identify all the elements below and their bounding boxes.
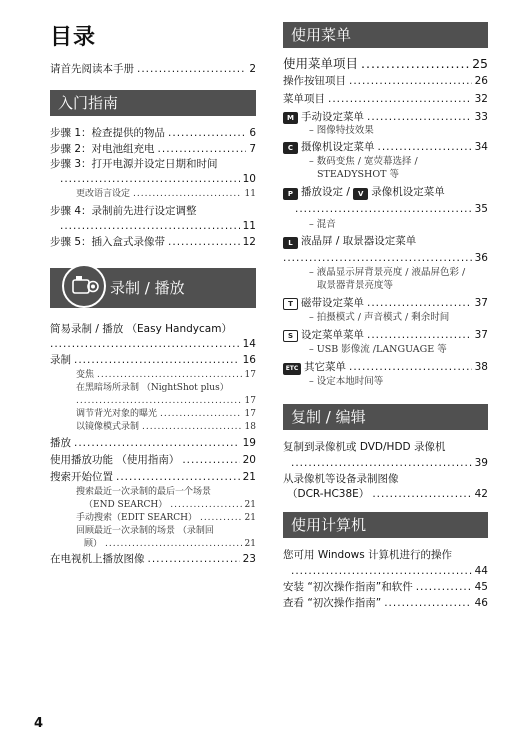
toc-entry-camera-settings[interactable]: C 摄像机设定菜单 ..... 34	[283, 140, 488, 154]
toc-subentry[interactable]: 调节背光对象的曝光 ..... 17	[76, 408, 256, 420]
toc-entry-page: ..... 44	[291, 564, 488, 578]
toc-entry[interactable]: 使用菜单项目 ..... 25	[283, 56, 488, 72]
toc-entry[interactable]: 复制到录像机或 DVD/HDD 录像机	[283, 441, 446, 453]
toc-subentry[interactable]: 更改语言设定 ..... 11	[76, 188, 256, 200]
toc-entry[interactable]: 操作按钮项目 ..... 26	[283, 74, 488, 88]
toc-subentry-desc: – 数码变焦 / 宽荧幕选择 /	[309, 156, 418, 167]
toc-entry[interactable]: 安装 “初次操作指南”和软件 ..... 45	[283, 580, 488, 594]
etc-menu-icon: ETC	[283, 363, 301, 375]
toc-subentry[interactable]: 在黑暗场所录制 （NightShot plus）	[76, 383, 229, 393]
toc-entry-playback-vcr-settings[interactable]: P 播放设定 / V 录像机设定菜单	[283, 185, 445, 200]
toc-entry-page: ..... 35	[295, 202, 488, 216]
manual-settings-icon: M	[283, 112, 298, 124]
toc-entry[interactable]: 您可用 Windows 计算机进行的操作	[283, 549, 453, 561]
lcd-settings-icon: L	[283, 237, 298, 249]
toc-subentry-desc: – 液晶显示屏背景亮度 / 液晶屏色彩 /	[309, 267, 466, 278]
toc-subentry: 顾） ..... 21	[84, 538, 256, 550]
toc-entry[interactable]: 步骤 2：对电池组充电 ..... 7	[50, 142, 256, 156]
section-heading-dubbing-editing: 复制 / 编辑	[283, 404, 488, 430]
toc-entry-page: ..... 36	[283, 251, 488, 265]
vcr-settings-icon: V	[353, 188, 368, 200]
toc-entry-lcd-vf-settings[interactable]: L 液晶屏 / 取景器设定菜单	[283, 234, 416, 249]
toc-entry[interactable]: 播放 ..... 19	[50, 436, 256, 450]
toc-entry: （DCR-HC38E） ..... 42	[287, 487, 488, 501]
tape-settings-icon: T	[283, 298, 298, 310]
camera-settings-icon: C	[283, 142, 298, 154]
toc-entry[interactable]: 录制 ..... 16	[50, 353, 256, 367]
section-heading-using-computer: 使用计算机	[283, 512, 488, 538]
toc-entry-other-menu[interactable]: ETC 其它菜单 ..... 38	[283, 360, 488, 375]
toc-entry-page: ..... 39	[291, 456, 488, 470]
toc-entry-page: ..... 14	[50, 337, 256, 351]
section-heading-using-menu: 使用菜单	[283, 22, 488, 48]
toc-entry[interactable]: 使用播放功能 （使用指南） ..... 20	[50, 453, 256, 467]
toc-entry[interactable]: 从录像机等设备录制图像	[283, 473, 399, 485]
toc-entry[interactable]: 步骤 4：录制前先进行设定调整	[50, 205, 197, 217]
toc-subentry-desc: – 图像特技效果	[309, 125, 374, 136]
toc-subentry[interactable]: 变焦 ..... 17	[76, 369, 256, 381]
toc-entry-tape-settings[interactable]: T 磁带设定菜单 ..... 37	[283, 296, 488, 310]
toc-subentry[interactable]: 回顾最近一次录制的场景 （录制回	[76, 526, 214, 536]
toc-subentry-desc: – 拍摄模式 / 声音模式 / 剩余时间	[309, 312, 450, 323]
toc-entry[interactable]: 简易录制 / 播放 （Easy Handycam）	[50, 323, 232, 335]
toc-entry[interactable]: 步骤 5：插入盒式录像带 ..... 12	[50, 235, 256, 249]
toc-entry-page: ..... 10	[60, 172, 256, 186]
toc-entry-setup-menu[interactable]: S 设定菜单菜单 ..... 37	[283, 328, 488, 342]
toc-entry[interactable]: 搜索开始位置 ..... 21	[50, 470, 256, 484]
toc-entry[interactable]: 在电视机上播放图像 ..... 23	[50, 552, 256, 566]
page-number: 4	[34, 716, 44, 731]
toc-subentry-page: ..... 17	[76, 395, 256, 407]
playback-settings-icon: P	[283, 188, 298, 200]
setup-menu-icon: S	[283, 330, 298, 342]
toc-subentry[interactable]: 以镜像模式录制 ..... 18	[76, 421, 256, 433]
toc-subentry-desc: 取景器背景亮度等	[317, 280, 394, 291]
toc-entry-page: ..... 11	[60, 219, 256, 233]
toc-subentry-desc: – 设定本地时间等	[309, 376, 384, 387]
toc-entry[interactable]: 步骤 1：检查提供的物品 ..... 6	[50, 126, 256, 140]
toc-entry-manual-settings[interactable]: M 手动设定菜单 ..... 33	[283, 110, 488, 124]
toc-subentry-desc: – 混音	[309, 219, 336, 230]
section-heading-getting-started: 入门指南	[50, 90, 256, 116]
toc-entry[interactable]: 菜单项目 ..... 32	[283, 92, 488, 106]
toc-entry-read-first[interactable]: 请首先阅读本手册 ..... 2	[50, 62, 256, 76]
page-title: 目录	[50, 25, 97, 50]
toc-entry[interactable]: 查看 “初次操作指南” ..... 46	[283, 596, 488, 610]
section-heading-recording-playback: 录制 / 播放	[50, 268, 256, 308]
toc-subentry[interactable]: 手动搜索（EDIT SEARCH） ..... 21	[76, 512, 256, 524]
toc-subentry-desc: – USB 影像流 /LANGUAGE 等	[309, 344, 447, 355]
camcorder-icon	[62, 264, 106, 308]
toc-subentry: （END SEARCH） ..... 21	[84, 499, 256, 511]
toc-entry[interactable]: 步骤 3：打开电源并设定日期和时间	[50, 158, 218, 170]
toc-subentry-desc: STEADYSHOT 等	[317, 169, 399, 180]
toc-subentry[interactable]: 搜索最近一次录制的最后一个场景	[76, 487, 212, 497]
